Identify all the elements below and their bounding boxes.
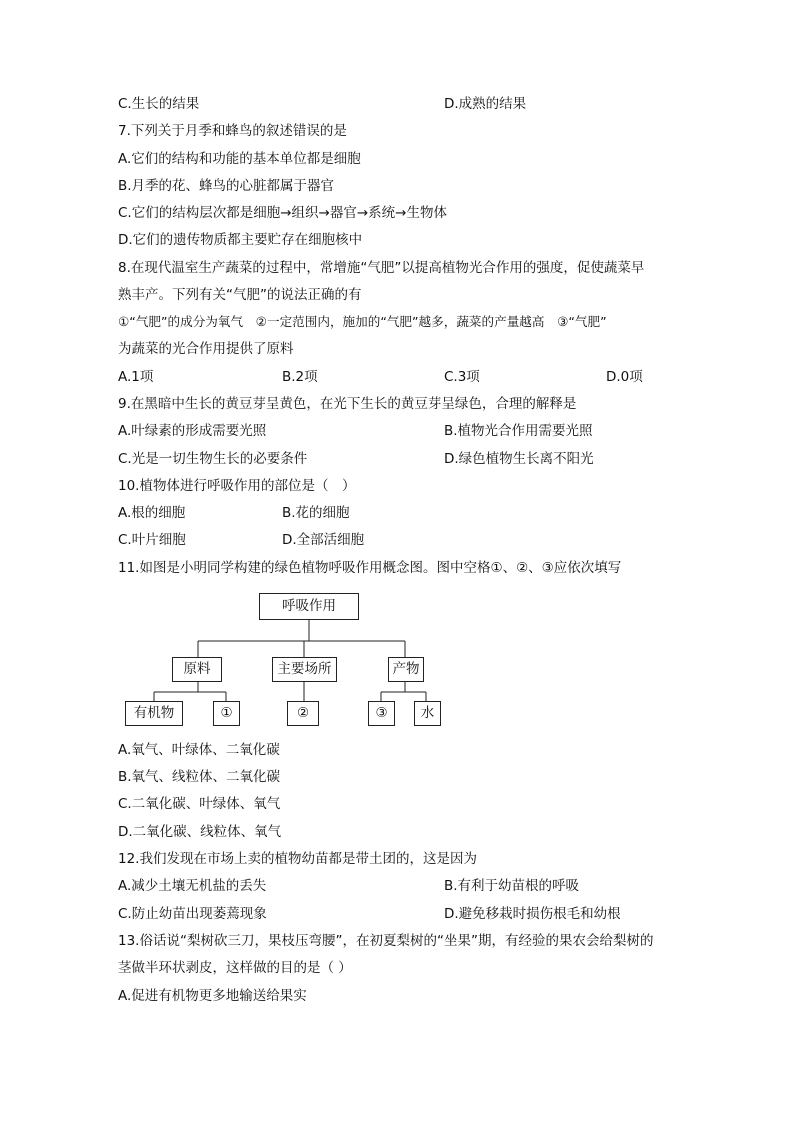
q8-statements-line2: 为蔬菜的光合作用提供了原料 [118,341,294,357]
q12-option-b: B.有利于幼苗根的呼吸 [444,878,580,894]
q7-option-b: B.月季的花、蜂鸟的心脏都属于器官 [118,178,335,194]
diagram-node-raw-materials: 原料 [172,657,222,682]
q6-option-c: C.生长的结果 [118,96,200,112]
q13-option-a: A.促进有机物更多地输送给果实 [118,988,307,1004]
q12-option-d: D.避免移栽时损伤根毛和幼根 [444,906,621,922]
diagram-node-main-site: 主要场所 [272,657,337,682]
q8-stem-line1: 8.在现代温室生产蔬菜的过程中，常增施“气肥”以提高植物光合作用的强度，促使蔬菜早 [118,260,645,276]
q11-option-b: B.氧气、线粒体、二氧化碳 [118,769,281,785]
q7-option-c: C.它们的结构层次都是细胞→组织→器官→系统→生物体 [118,205,447,221]
q9-option-c: C.光是一切生物生长的必要条件 [118,451,308,467]
q13-stem-line1: 13.俗话说“梨树砍三刀，果枝压弯腰”，在初夏梨树的“坐果”期，有经验的果农会给梨树的 [118,933,654,949]
q8-statements-line1: ①“气肥”的成分为氧气 ②一定范围内，施加的“气肥”越多，蔬菜的产量越高 ③“气肥” [118,314,607,329]
q10-option-c: C.叶片细胞 [118,532,186,548]
diagram-leaf-organic-matter: 有机物 [125,701,183,726]
diagram-node-products: 产物 [388,657,424,682]
q8-option-d: D.0项 [606,369,643,385]
q6-option-d: D.成熟的结果 [444,96,527,112]
diagram-blank-2: ② [287,701,319,726]
q11-option-c: C.二氧化碳、叶绿体、氧气 [118,796,281,812]
diagram-leaf-water: 水 [414,701,441,726]
q13-stem-line2: 茎做半环状剥皮，这样做的目的是（ ） [118,960,352,976]
q10-stem: 10.植物体进行呼吸作用的部位是（ ） [118,478,356,494]
q8-option-a: A.1项 [118,369,154,385]
q7-option-d: D.它们的遗传物质都主要贮存在细胞核中 [118,232,363,248]
q11-option-a: A.氧气、叶绿体、二氧化碳 [118,742,280,758]
q8-option-b: B.2项 [282,369,318,385]
diagram-root-respiration: 呼吸作用 [259,593,359,620]
q10-option-b: B.花的细胞 [282,505,350,521]
q9-option-b: B.植物光合作用需要光照 [444,423,593,439]
q12-stem: 12.我们发现在市场上卖的植物幼苗都是带土团的，这是因为 [118,851,477,867]
q12-option-a: A.减少土壤无机盐的丢失 [118,878,267,894]
q11-option-d: D.二氧化碳、线粒体、氧气 [118,824,282,840]
diagram-blank-3: ③ [368,701,395,726]
q10-option-d: D.全部活细胞 [282,532,365,548]
q9-option-a: A.叶绿素的形成需要光照 [118,423,267,439]
q9-stem: 9.在黑暗中生长的黄豆芽呈黄色，在光下生长的黄豆芽呈绿色，合理的解释是 [118,396,577,412]
q8-stem-line2: 熟丰产。下列有关“气肥”的说法正确的有 [118,287,362,303]
q7-option-a: A.它们的结构和功能的基本单位都是细胞 [118,151,361,167]
q9-option-d: D.绿色植物生长离不阳光 [444,451,594,467]
q7-stem: 7.下列关于月季和蜂鸟的叙述错误的是 [118,123,347,139]
diagram-blank-1: ① [213,701,240,726]
q8-option-c: C.3项 [444,369,480,385]
q12-option-c: C.防止幼苗出现萎蔫现象 [118,906,267,922]
q10-option-a: A.根的细胞 [118,505,186,521]
q11-stem: 11.如图是小明同学构建的绿色植物呼吸作用概念图。图中空格①、②、③应依次填写 [118,560,622,576]
